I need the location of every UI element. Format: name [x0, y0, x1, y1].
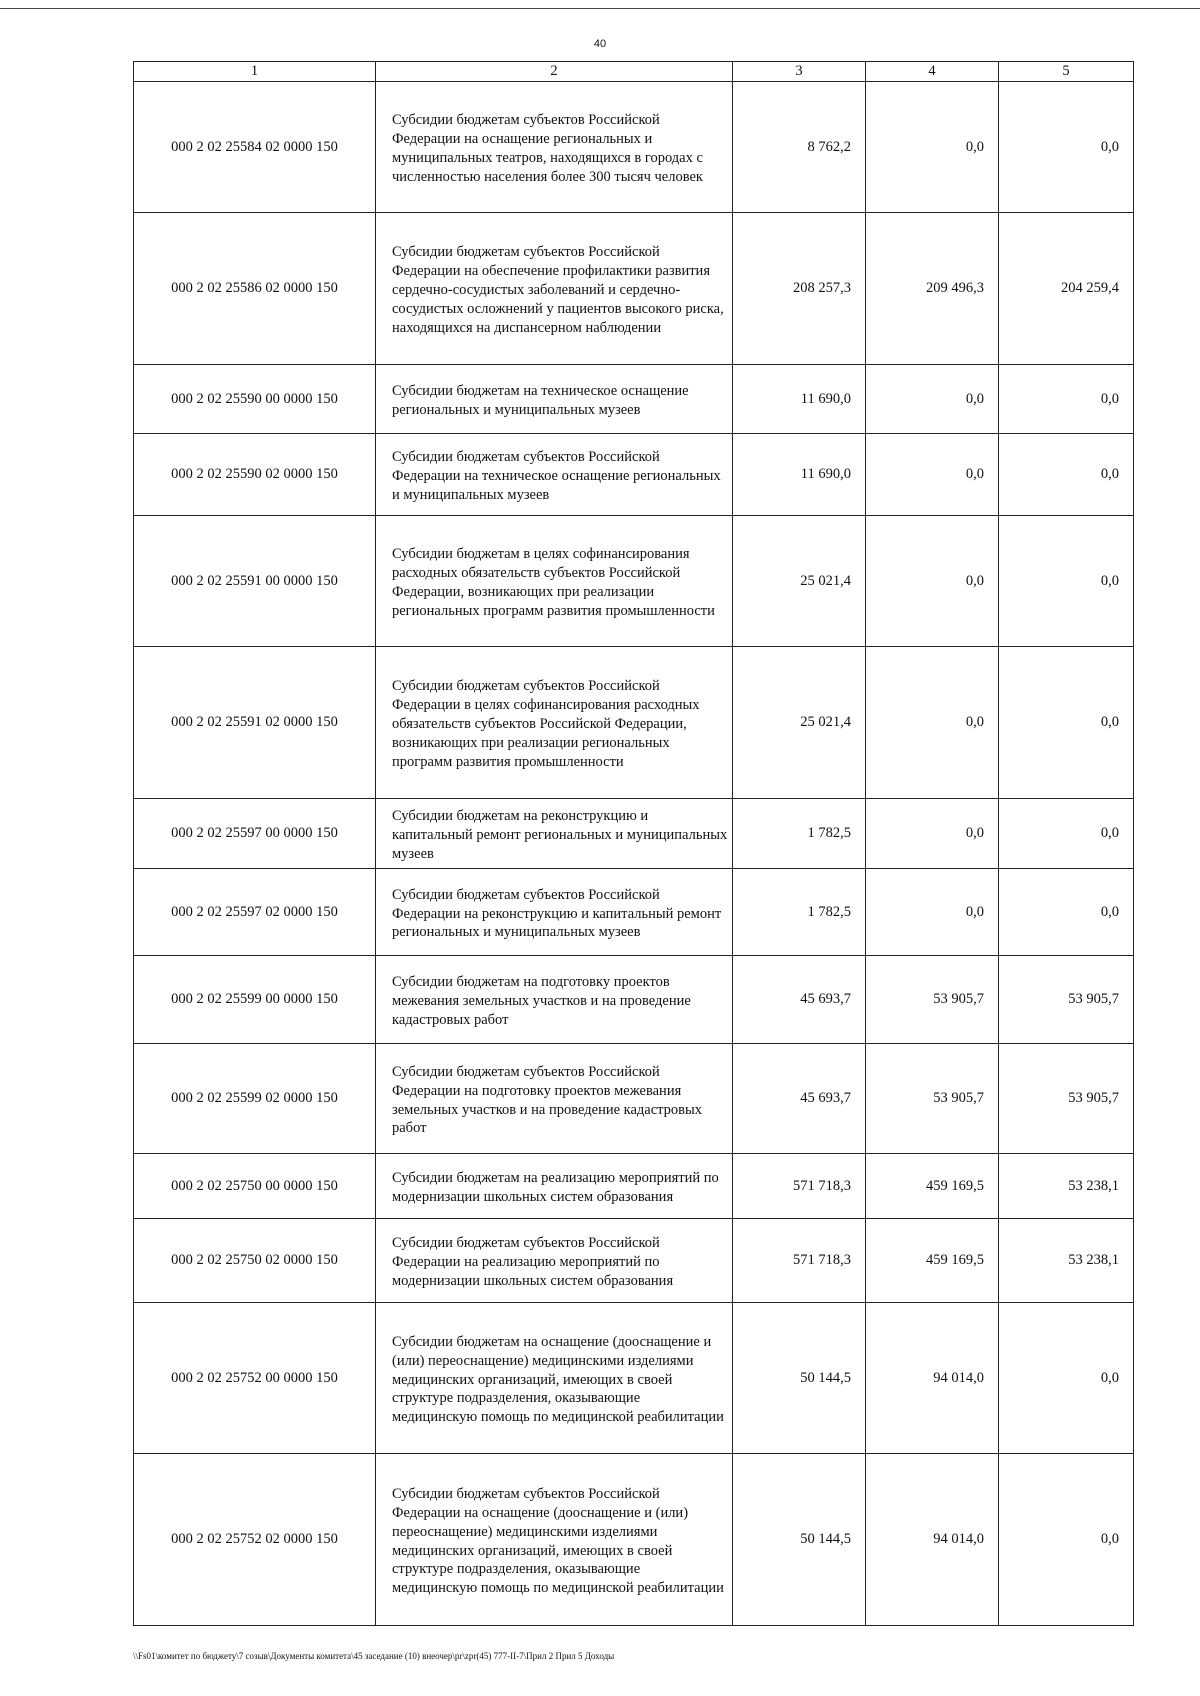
value-col-4: 0,0	[866, 799, 999, 869]
value-col-3: 11 690,0	[733, 365, 866, 434]
budget-code: 000 2 02 25586 02 0000 150	[134, 213, 376, 365]
budget-code: 000 2 02 25590 02 0000 150	[134, 434, 376, 516]
row-description: Субсидии бюджетам субъектов Российской Федерации на реализацию мероприятий по модернизации школьных систем образования	[376, 1219, 733, 1303]
budget-code: 000 2 02 25591 02 0000 150	[134, 647, 376, 799]
value-col-4: 459 169,5	[866, 1154, 999, 1219]
value-col-5: 0,0	[999, 516, 1134, 647]
budget-code: 000 2 02 25752 02 0000 150	[134, 1454, 376, 1626]
row-description: Субсидии бюджетам на реализацию мероприятий по модернизации школьных систем образования	[376, 1154, 733, 1219]
column-header-1: 1	[134, 62, 376, 82]
table-row	[134, 82, 1134, 213]
value-col-3: 571 718,3	[733, 1219, 866, 1303]
budget-code: 000 2 02 25597 00 0000 150	[134, 799, 376, 869]
table-row	[134, 1219, 1134, 1303]
value-col-4: 53 905,7	[866, 1044, 999, 1154]
budget-code: 000 2 02 25584 02 0000 150	[134, 82, 376, 213]
table-row	[134, 647, 1134, 799]
value-col-3: 45 693,7	[733, 956, 866, 1044]
value-col-3: 1 782,5	[733, 799, 866, 869]
row-description: Субсидии бюджетам субъектов Российской Федерации на подготовку проектов межевания земельных участков и на проведение кадастровых работ	[376, 1044, 733, 1154]
row-description: Субсидии бюджетам субъектов Российской Федерации на реконструкцию и капитальный ремонт региональных и муниципальных музеев	[376, 869, 733, 956]
value-col-3: 11 690,0	[733, 434, 866, 516]
value-col-4: 0,0	[866, 516, 999, 647]
value-col-3: 50 144,5	[733, 1303, 866, 1454]
table-row	[134, 516, 1134, 647]
table-row	[134, 1303, 1134, 1454]
value-col-5: 53 905,7	[999, 1044, 1134, 1154]
value-col-4: 0,0	[866, 869, 999, 956]
row-description: Субсидии бюджетам субъектов Российской Федерации в целях софинансирования расходных обязательств субъектов Российской Федерации, возникающих при реализации региональных программ развития промышленности	[376, 647, 733, 799]
value-col-4: 459 169,5	[866, 1219, 999, 1303]
row-description: Субсидии бюджетам на оснащение (дооснащение и (или) переоснащение) медицинскими изделиями медицинских организаций, имеющих в своей структуре подразделения, оказывающие медицинскую помощь по медицинской реабилитации	[376, 1303, 733, 1454]
budget-table	[133, 61, 1134, 1626]
column-header-3: 3	[733, 62, 866, 82]
value-col-5: 0,0	[999, 869, 1134, 956]
value-col-5: 0,0	[999, 365, 1134, 434]
table-row	[134, 1044, 1134, 1154]
table-row	[134, 365, 1134, 434]
row-description: Субсидии бюджетам в целях софинансирования расходных обязательств субъектов Российской Федерации, возникающих при реализации региональных программ развития промышленности	[376, 516, 733, 647]
footer-file-path: \\Fs01\комитет по бюджету\7 созыв\Документы комитета\45 заседание (10) внеочер\pr\zpr(45) 777-II-7\Прил 2 Прил 5 Доходы	[133, 1651, 615, 1661]
table-row	[134, 434, 1134, 516]
table-row	[134, 1154, 1134, 1219]
value-col-5: 0,0	[999, 82, 1134, 213]
table-row	[134, 1454, 1134, 1626]
value-col-3: 208 257,3	[733, 213, 866, 365]
value-col-3: 571 718,3	[733, 1154, 866, 1219]
row-description: Субсидии бюджетам субъектов Российской Федерации на обеспечение профилактики развития сердечно-сосудистых заболеваний и сердечно-сосудистых осложнений у пациентов высокого риска, находящихся на диспансерном наблюдении	[376, 213, 733, 365]
table-row	[134, 869, 1134, 956]
column-header-5: 5	[999, 62, 1134, 82]
value-col-5: 53 905,7	[999, 956, 1134, 1044]
value-col-5: 0,0	[999, 647, 1134, 799]
value-col-4: 0,0	[866, 82, 999, 213]
budget-code: 000 2 02 25599 02 0000 150	[134, 1044, 376, 1154]
value-col-5: 53 238,1	[999, 1219, 1134, 1303]
value-col-5: 0,0	[999, 1303, 1134, 1454]
table-row	[134, 213, 1134, 365]
value-col-4: 209 496,3	[866, 213, 999, 365]
row-description: Субсидии бюджетам субъектов Российской Федерации на оснащение (дооснащение и (или) переоснащение) медицинскими изделиями медицинских организаций, имеющих в своей структуре подразделения, оказывающие медицинскую помощь по медицинской реабилитации	[376, 1454, 733, 1626]
budget-code: 000 2 02 25599 00 0000 150	[134, 956, 376, 1044]
value-col-5: 0,0	[999, 434, 1134, 516]
value-col-5: 0,0	[999, 799, 1134, 869]
page-number: 40	[593, 38, 607, 50]
table-header-row	[134, 62, 1134, 82]
value-col-3: 25 021,4	[733, 516, 866, 647]
value-col-5: 0,0	[999, 1454, 1134, 1626]
value-col-3: 25 021,4	[733, 647, 866, 799]
value-col-4: 0,0	[866, 647, 999, 799]
column-header-4: 4	[866, 62, 999, 82]
value-col-4: 94 014,0	[866, 1454, 999, 1626]
budget-code: 000 2 02 25591 00 0000 150	[134, 516, 376, 647]
value-col-3: 1 782,5	[733, 869, 866, 956]
value-col-3: 50 144,5	[733, 1454, 866, 1626]
value-col-5: 53 238,1	[999, 1154, 1134, 1219]
row-description: Субсидии бюджетам на реконструкцию и капитальный ремонт региональных и муниципальных музеев	[376, 799, 733, 869]
column-header-2: 2	[376, 62, 733, 82]
table-row	[134, 956, 1134, 1044]
value-col-4: 53 905,7	[866, 956, 999, 1044]
top-rule	[0, 8, 1200, 9]
row-description: Субсидии бюджетам субъектов Российской Федерации на техническое оснащение региональных и муниципальных музеев	[376, 434, 733, 516]
row-description: Субсидии бюджетам на подготовку проектов межевания земельных участков и на проведение кадастровых работ	[376, 956, 733, 1044]
budget-code: 000 2 02 25750 02 0000 150	[134, 1219, 376, 1303]
table-row	[134, 799, 1134, 869]
value-col-3: 8 762,2	[733, 82, 866, 213]
value-col-4: 0,0	[866, 434, 999, 516]
budget-code: 000 2 02 25597 02 0000 150	[134, 869, 376, 956]
budget-code: 000 2 02 25590 00 0000 150	[134, 365, 376, 434]
value-col-3: 45 693,7	[733, 1044, 866, 1154]
budget-code: 000 2 02 25752 00 0000 150	[134, 1303, 376, 1454]
row-description: Субсидии бюджетам на техническое оснащение региональных и муниципальных музеев	[376, 365, 733, 434]
row-description: Субсидии бюджетам субъектов Российской Федерации на оснащение региональных и муниципальных театров, находящихся в городах с численностью населения более 300 тысяч человек	[376, 82, 733, 213]
budget-code: 000 2 02 25750 00 0000 150	[134, 1154, 376, 1219]
value-col-5: 204 259,4	[999, 213, 1134, 365]
value-col-4: 94 014,0	[866, 1303, 999, 1454]
value-col-4: 0,0	[866, 365, 999, 434]
